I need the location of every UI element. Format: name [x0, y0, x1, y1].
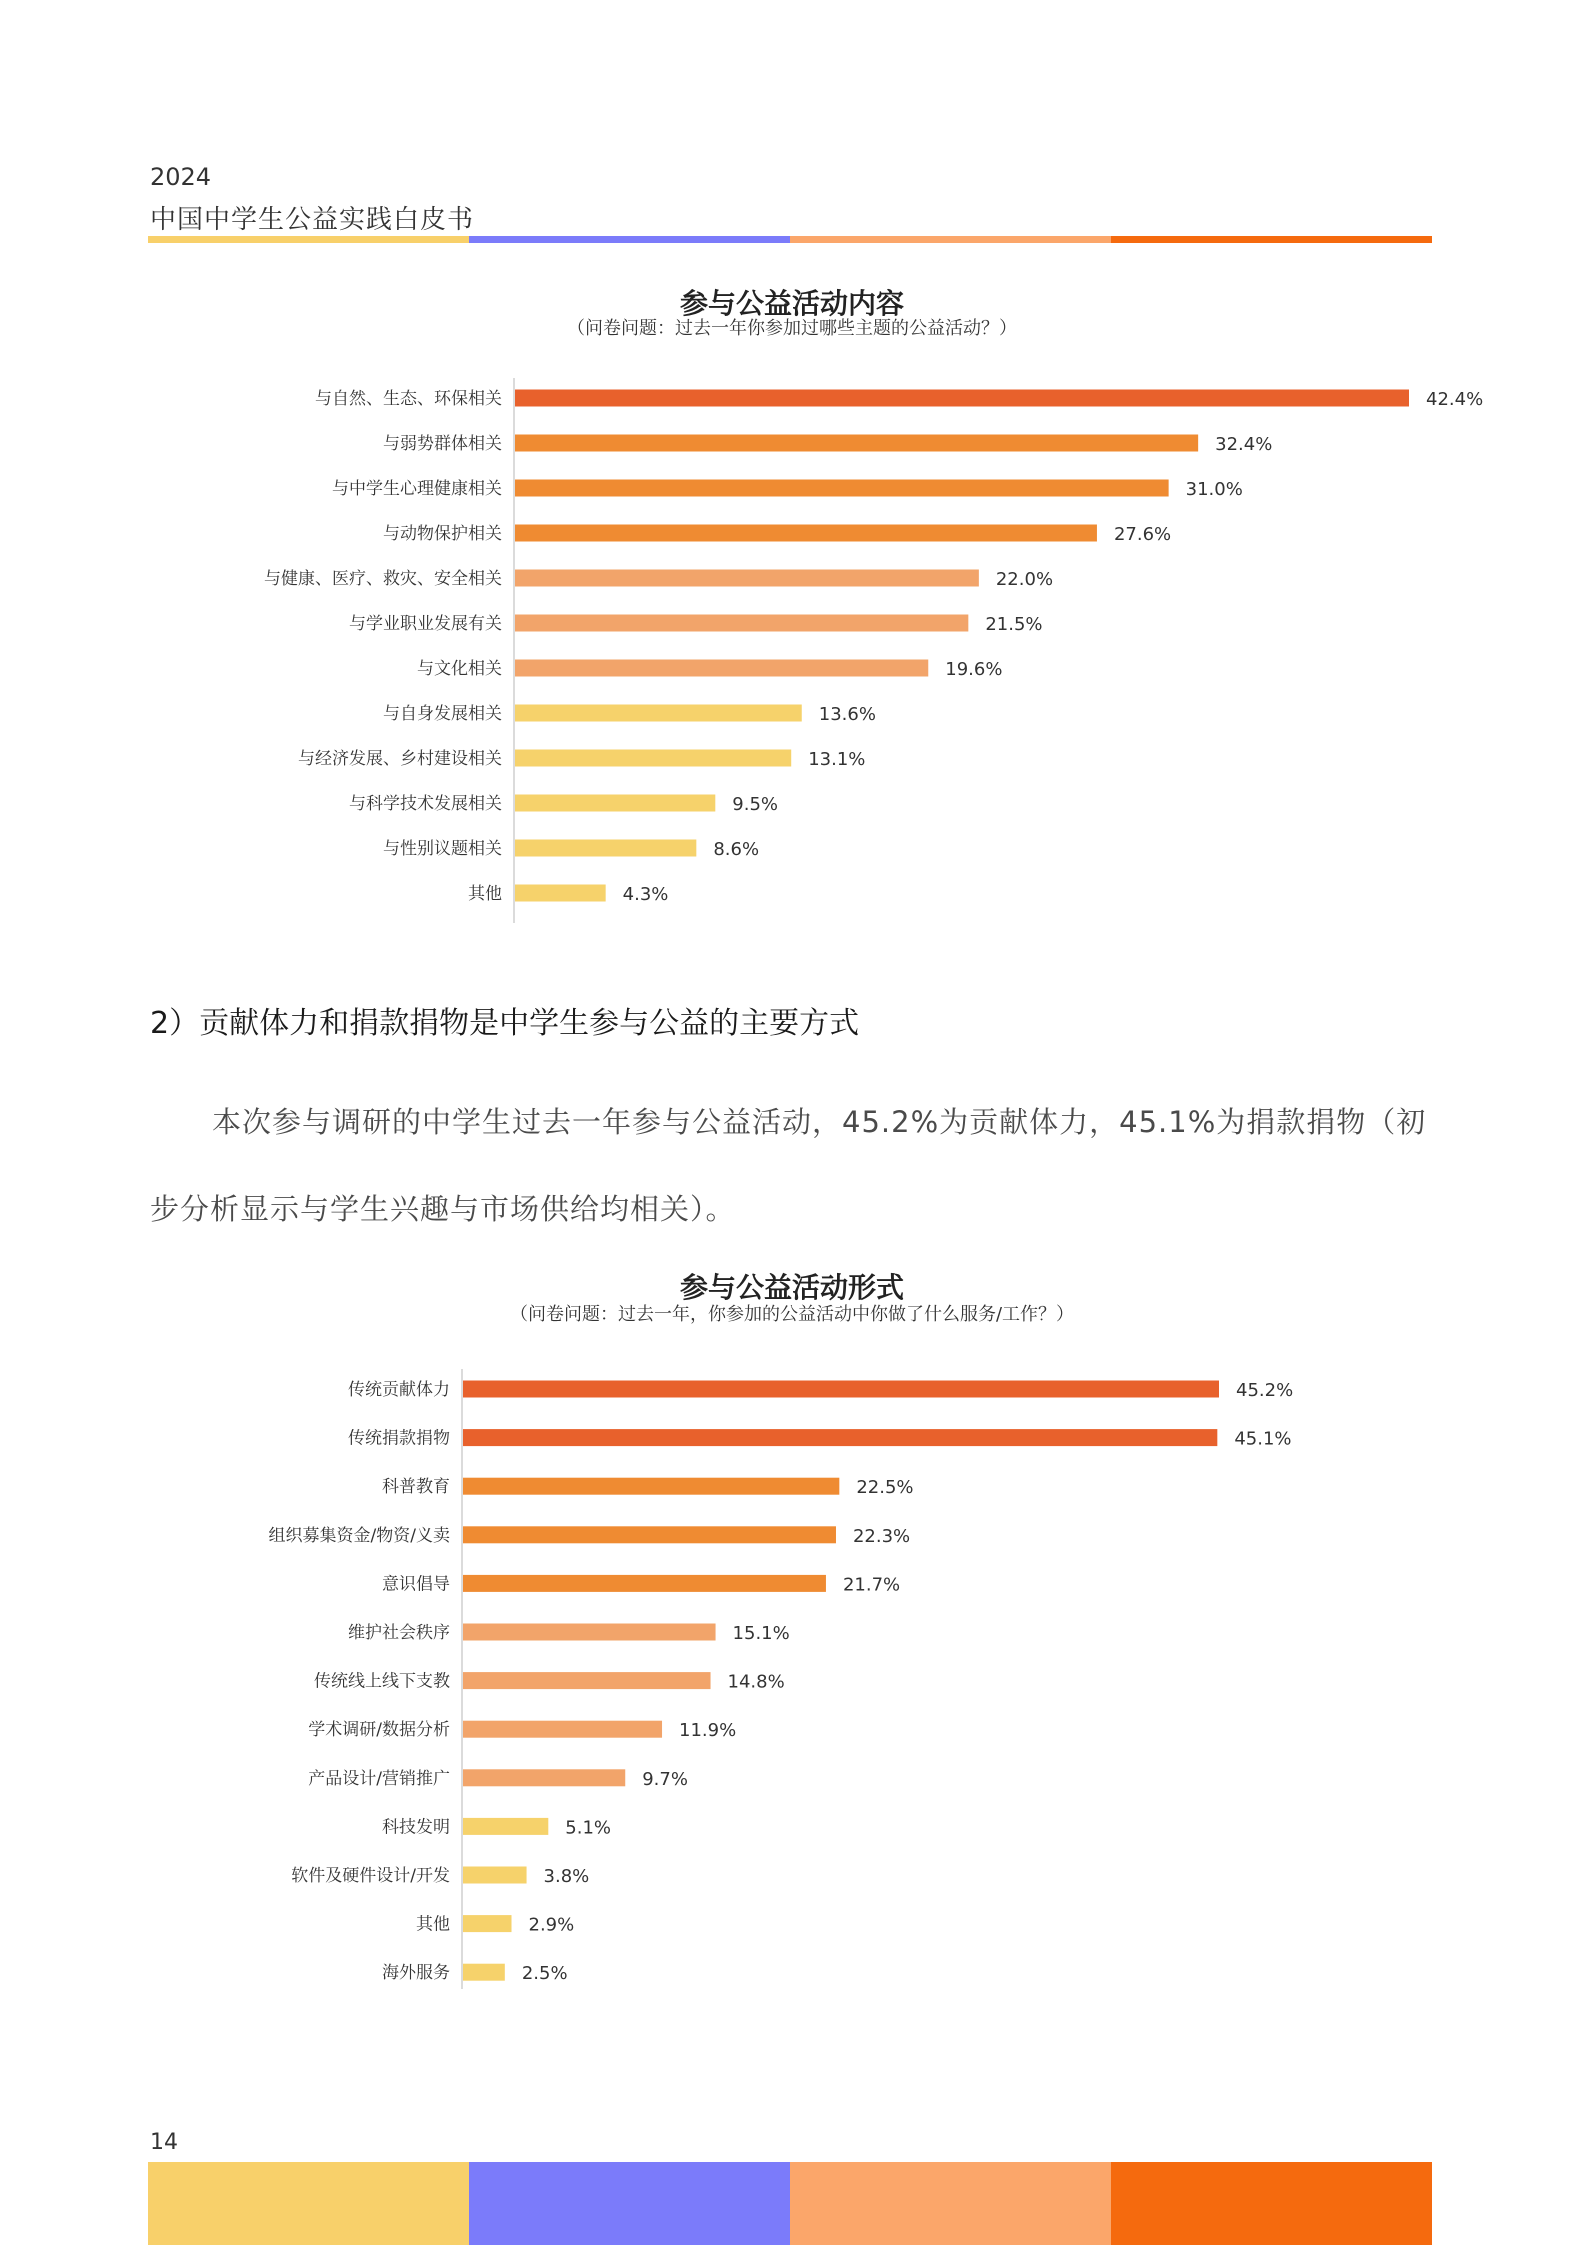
- bar: [515, 390, 1409, 407]
- value-label: 32.4%: [1215, 434, 1273, 455]
- value-label: 9.7%: [642, 1768, 688, 1790]
- bar: [515, 705, 802, 722]
- chart-subtitle: （问卷问题：过去一年你参加过哪些主题的公益活动？）: [567, 318, 1017, 339]
- bar: [515, 795, 715, 812]
- footer-color-stripe: [148, 2162, 1432, 2245]
- page-number: 14: [150, 2130, 178, 2155]
- category-label: 与经济发展、乡村建设相关: [298, 749, 502, 769]
- bar: [463, 1526, 836, 1543]
- value-label: 2.5%: [521, 1963, 568, 1985]
- stripe-segment: [1111, 2162, 1432, 2245]
- category-label: 与性别议题相关: [383, 839, 502, 859]
- category-label: 其他: [416, 1914, 450, 1935]
- bar: [515, 660, 928, 677]
- value-label: 21.5%: [985, 614, 1043, 635]
- stripe-segment: [148, 2162, 469, 2245]
- bar: [515, 750, 791, 767]
- value-label: 13.6%: [818, 704, 876, 725]
- category-label: 与科学技术发展相关: [349, 794, 502, 814]
- value-label: 22.0%: [995, 569, 1054, 590]
- category-label: 科普教育: [382, 1477, 450, 1498]
- value-label: 4.3%: [622, 884, 669, 905]
- category-label: 产品设计/营销推广: [308, 1768, 450, 1789]
- bar: [463, 1672, 711, 1689]
- category-label: 与弱势群体相关: [383, 434, 502, 454]
- chart-activity-content: [150, 278, 1484, 930]
- category-label: 组织募集资金/物资/义卖: [268, 1525, 450, 1546]
- value-label: 3.8%: [543, 1866, 590, 1887]
- category-label: 海外服务: [382, 1963, 450, 1984]
- category-label: 科技发明: [382, 1817, 450, 1838]
- bar: [463, 1624, 716, 1641]
- bar: [463, 1769, 625, 1786]
- value-label: 5.1%: [565, 1817, 612, 1839]
- bar: [463, 1818, 548, 1835]
- value-label: 45.1%: [1234, 1428, 1292, 1450]
- category-label: 与健康、医疗、救灾、安全相关: [264, 569, 502, 589]
- value-label: 21.7%: [842, 1574, 901, 1596]
- stripe-segment: [469, 236, 790, 243]
- chart-plot-area: [150, 1264, 1434, 2004]
- category-label: 其他: [468, 884, 502, 904]
- paragraph-line: 本次参与调研的中学生过去一年参与公益活动，45.2%为贡献体力，45.1%为捐款捐物（初: [212, 1105, 1427, 1139]
- category-label: 学术调研/数据分析: [308, 1720, 450, 1741]
- stripe-segment: [148, 236, 469, 243]
- value-label: 11.9%: [679, 1720, 737, 1742]
- value-label: 45.2%: [1236, 1380, 1294, 1401]
- category-label: 与学业职业发展有关: [349, 614, 502, 634]
- value-label: 9.5%: [732, 794, 779, 815]
- bar: [515, 840, 696, 857]
- category-label: 维护社会秩序: [348, 1623, 450, 1643]
- value-label: 31.0%: [1185, 479, 1243, 500]
- category-label: 意识倡导: [382, 1574, 450, 1595]
- bar: [463, 1478, 839, 1495]
- header-color-stripe: [148, 236, 1432, 243]
- stripe-segment: [1111, 236, 1432, 243]
- category-label: 与自身发展相关: [383, 704, 502, 724]
- category-label: 与文化相关: [417, 659, 502, 679]
- value-label: 13.1%: [808, 749, 866, 770]
- header-title: 中国中学生公益实践白皮书: [150, 205, 475, 235]
- category-label: 软件及硬件设计/开发: [291, 1866, 450, 1886]
- category-label: 与动物保护相关: [383, 524, 502, 544]
- paragraph-line: 步分析显示与学生兴趣与市场供给均相关）。: [150, 1192, 736, 1226]
- value-label: 15.1%: [732, 1623, 790, 1644]
- value-label: 14.8%: [727, 1671, 785, 1693]
- stripe-segment: [790, 236, 1111, 243]
- value-label: 8.6%: [713, 839, 760, 860]
- category-label: 传统捐款捐物: [348, 1428, 450, 1449]
- bar: [463, 1867, 527, 1884]
- value-label: 19.6%: [945, 659, 1003, 680]
- value-label: 22.3%: [852, 1525, 911, 1547]
- value-label: 42.4%: [1426, 389, 1484, 410]
- chart-title: 参与公益活动形式: [679, 1271, 904, 1304]
- bar: [515, 525, 1097, 542]
- value-label: 22.5%: [856, 1477, 914, 1499]
- category-label: 传统线上线下支教: [314, 1671, 450, 1692]
- bar: [515, 885, 606, 902]
- bar: [463, 1575, 826, 1592]
- bar: [515, 480, 1169, 497]
- section-heading: 2）贡献体力和捐款捐物是中学生参与公益的主要方式: [150, 1006, 860, 1041]
- header-year: 2024: [150, 163, 212, 191]
- category-label: 传统贡献体力: [348, 1380, 450, 1400]
- bar: [463, 1964, 505, 1981]
- category-label: 与中学生心理健康相关: [332, 479, 502, 499]
- bar: [515, 435, 1198, 452]
- bar: [515, 615, 968, 632]
- chart-plot-area: [150, 278, 1484, 930]
- bar: [463, 1721, 662, 1738]
- chart-activity-form: [150, 1264, 1434, 2004]
- stripe-segment: [469, 2162, 790, 2245]
- stripe-segment: [790, 2162, 1111, 2245]
- bar: [515, 570, 979, 587]
- chart-title: 参与公益活动内容: [679, 287, 904, 320]
- chart-subtitle: （问卷问题：过去一年，你参加的公益活动中你做了什么服务/工作？）: [509, 1304, 1075, 1325]
- bar: [463, 1915, 512, 1932]
- value-label: 2.9%: [528, 1914, 575, 1936]
- bar: [463, 1429, 1217, 1446]
- bar: [463, 1381, 1219, 1398]
- value-label: 27.6%: [1113, 524, 1172, 545]
- category-label: 与自然、生态、环保相关: [315, 389, 502, 409]
